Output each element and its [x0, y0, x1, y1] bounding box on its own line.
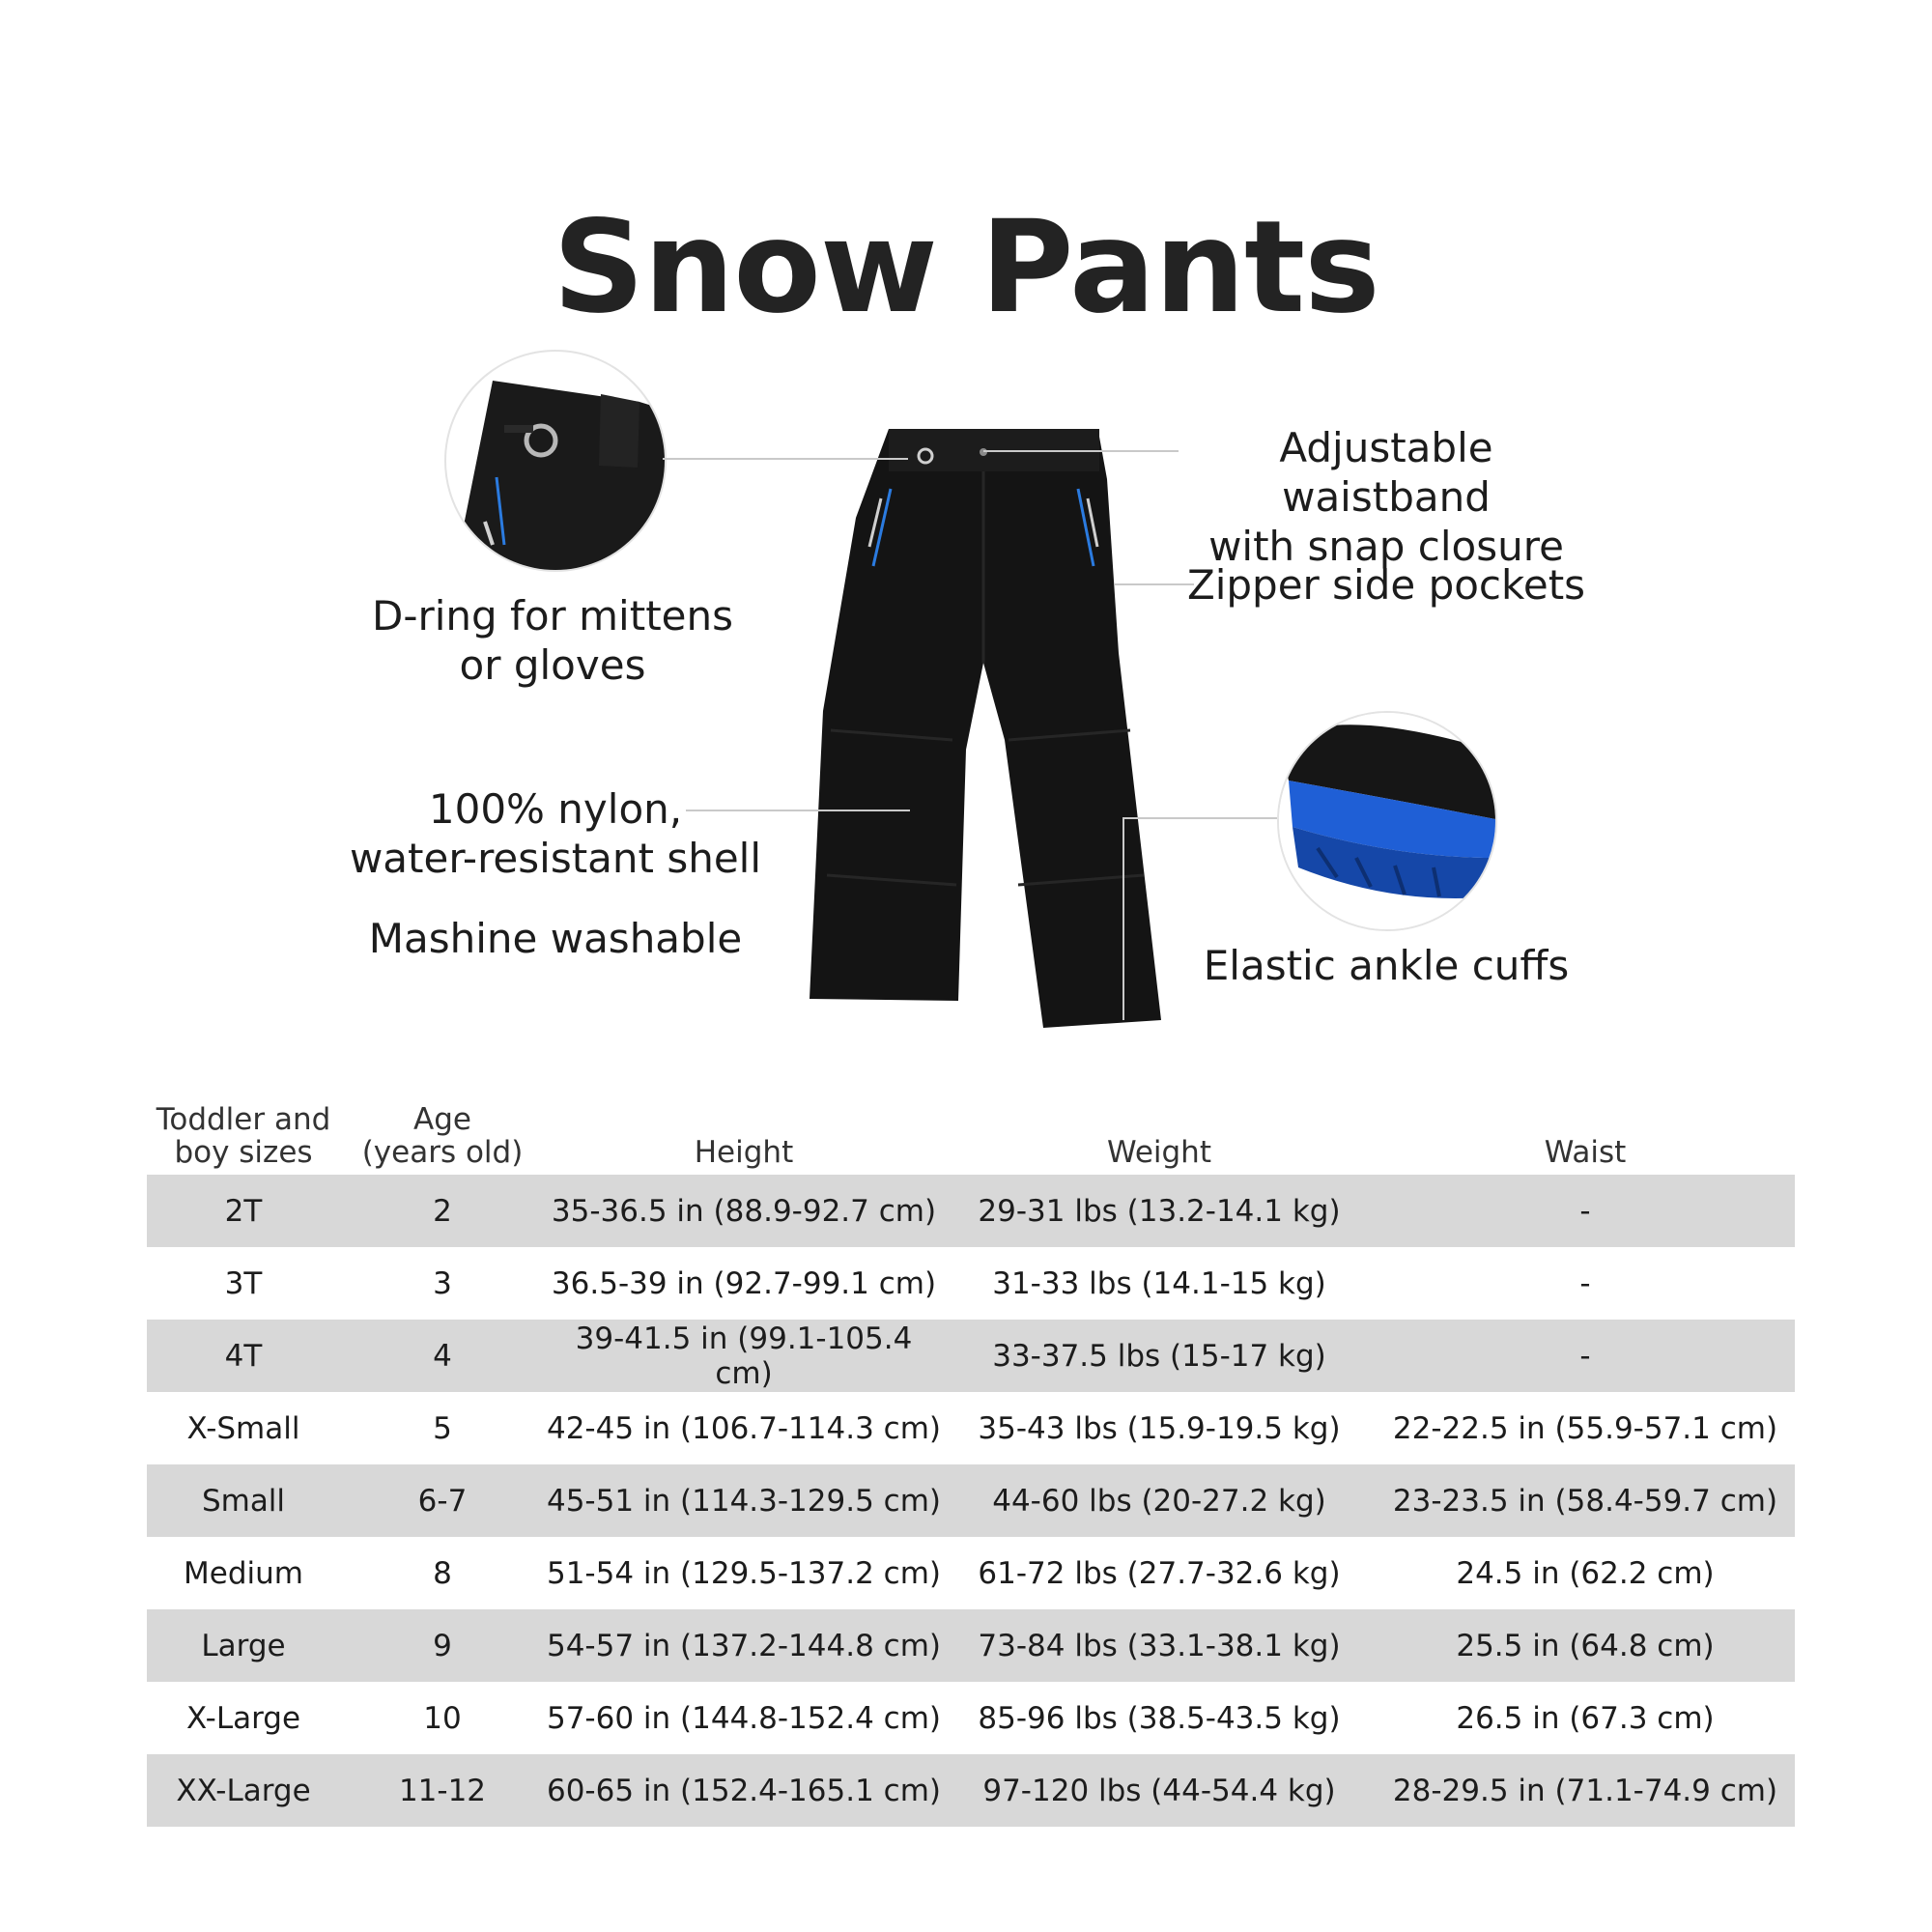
cell-age: 11-12	[340, 1754, 545, 1827]
snow-pants-image	[802, 421, 1169, 1039]
cell-weight: 61-72 lbs (27.7-32.6 kg)	[978, 1555, 1341, 1591]
header-size: Toddler and boy sizes	[156, 1102, 331, 1170]
header-height: Height	[694, 1135, 794, 1170]
cell-age: 8	[433, 1555, 452, 1591]
ankle-cuff-closeup-icon	[1279, 713, 1495, 929]
table-row	[147, 1609, 1795, 1682]
cell-height: 45-51 in (114.3-129.5 cm)	[545, 1464, 943, 1537]
pockets-label: Zipper side pockets	[1186, 561, 1586, 609]
table-row	[147, 1464, 1795, 1537]
cell-waist: 28-29.5 in (71.1-74.9 cm)	[1376, 1754, 1795, 1827]
table-row	[147, 1247, 1795, 1320]
d-ring-label	[359, 591, 746, 690]
page-title: Snow Pants	[553, 193, 1379, 342]
table-row	[147, 1754, 1795, 1827]
leader-line-cuffs-v	[1122, 817, 1124, 1020]
cell-height: 39-41.5 in (99.1-105.4 cm)	[545, 1320, 943, 1392]
cell-age: 9	[340, 1609, 545, 1682]
shell-label	[340, 784, 771, 883]
cell-height: 35-36.5 in (88.9-92.7 cm)	[545, 1175, 943, 1247]
cell-waist: 23-23.5 in (58.4-59.7 cm)	[1376, 1464, 1795, 1537]
cell-age: 2	[340, 1175, 545, 1247]
cell-waist: 24.5 in (62.2 cm)	[1456, 1555, 1715, 1591]
cell-weight: 29-31 lbs (13.2-14.1 kg)	[943, 1175, 1376, 1247]
cell-height: 42-45 in (106.7-114.3 cm)	[546, 1410, 941, 1446]
cell-height: 60-65 in (152.4-165.1 cm)	[545, 1754, 943, 1827]
leader-line-d-ring	[663, 458, 908, 460]
cell-size: Large	[147, 1609, 340, 1682]
shell-label-line1: 100% nylon,	[428, 785, 683, 833]
d-ring-label-line2: or gloves	[459, 641, 646, 689]
cell-waist: -	[1376, 1175, 1795, 1247]
cell-waist: -	[1376, 1320, 1795, 1392]
cell-waist: 26.5 in (67.3 cm)	[1456, 1700, 1715, 1736]
cell-weight: 85-96 lbs (38.5-43.5 kg)	[978, 1700, 1341, 1736]
cell-weight: 35-43 lbs (15.9-19.5 kg)	[978, 1410, 1341, 1446]
leader-line-cuffs-h	[1122, 817, 1277, 819]
cell-waist: -	[1579, 1265, 1591, 1301]
cell-waist: 22-22.5 in (55.9-57.1 cm)	[1392, 1410, 1778, 1446]
cell-size: 3T	[224, 1265, 263, 1301]
cell-height: 57-60 in (144.8-152.4 cm)	[546, 1700, 941, 1736]
table-row	[147, 1320, 1795, 1392]
size-chart-header-row	[147, 1088, 1795, 1175]
table-row	[147, 1682, 1795, 1754]
table-row	[147, 1392, 1795, 1464]
cell-size: Small	[147, 1464, 340, 1537]
waistband-label	[1179, 423, 1594, 571]
cell-age: 4	[340, 1320, 545, 1392]
waistband-label-line1: Adjustable waistband	[1279, 424, 1493, 521]
cell-weight: 33-37.5 lbs (15-17 kg)	[943, 1320, 1376, 1392]
cell-size: X-Small	[186, 1410, 300, 1446]
cell-size: Medium	[184, 1555, 303, 1591]
table-row	[147, 1175, 1795, 1247]
waistband-label-line2: with snap closure	[1208, 523, 1564, 570]
header-waist: Waist	[1544, 1135, 1627, 1170]
d-ring-closeup-icon	[446, 352, 665, 570]
cell-height: 36.5-39 in (92.7-99.1 cm)	[551, 1265, 937, 1301]
d-ring-label-line1: D-ring for mittens	[371, 592, 734, 639]
cell-weight: 31-33 lbs (14.1-15 kg)	[992, 1265, 1326, 1301]
cell-size: XX-Large	[147, 1754, 340, 1827]
cell-height: 51-54 in (129.5-137.2 cm)	[546, 1555, 941, 1591]
cell-size: X-Large	[185, 1700, 301, 1736]
cell-size: 4T	[147, 1320, 340, 1392]
cuffs-label: Elastic ankle cuffs	[1203, 942, 1570, 989]
size-chart-table	[147, 1088, 1795, 1827]
washable-label: Mashine washable	[368, 915, 743, 962]
table-row	[147, 1537, 1795, 1609]
leader-line-waistband	[983, 450, 1179, 452]
header-weight: Weight	[1106, 1135, 1211, 1170]
header-age: Age (years old)	[361, 1102, 524, 1170]
cell-weight: 97-120 lbs (44-54.4 kg)	[943, 1754, 1376, 1827]
cell-waist: 25.5 in (64.8 cm)	[1376, 1609, 1795, 1682]
cell-weight: 44-60 lbs (20-27.2 kg)	[943, 1464, 1376, 1537]
cell-height: 54-57 in (137.2-144.8 cm)	[545, 1609, 943, 1682]
cell-weight: 73-84 lbs (33.1-38.1 kg)	[943, 1609, 1376, 1682]
cell-age: 3	[433, 1265, 452, 1301]
d-ring-detail-image	[444, 350, 667, 572]
cell-age: 10	[423, 1700, 462, 1736]
cell-size: 2T	[147, 1175, 340, 1247]
ankle-cuff-detail-image	[1277, 711, 1497, 931]
shell-label-line2: water-resistant shell	[349, 835, 762, 882]
cell-age: 5	[433, 1410, 452, 1446]
cell-age: 6-7	[340, 1464, 545, 1537]
